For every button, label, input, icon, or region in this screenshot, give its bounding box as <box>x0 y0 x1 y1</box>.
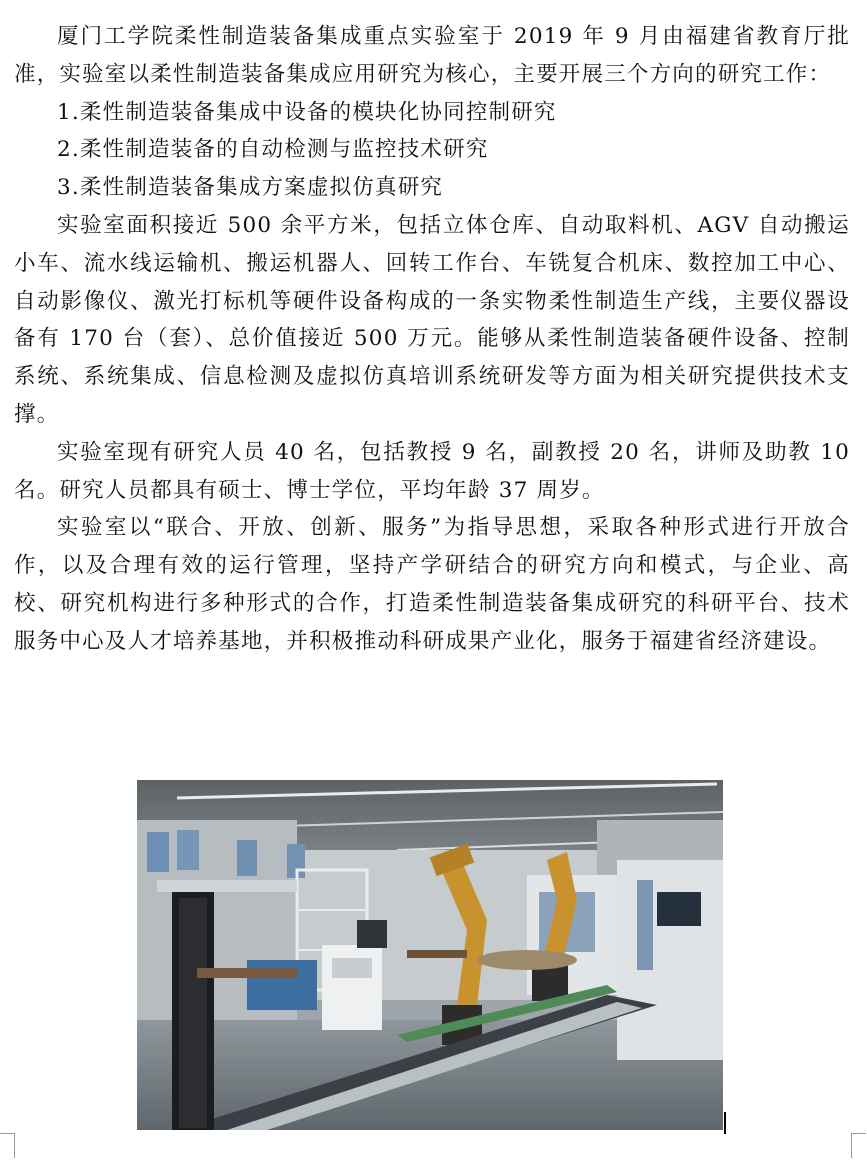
lab-photo <box>137 780 723 1130</box>
text-cursor <box>724 1112 726 1134</box>
document-body <box>14 18 850 661</box>
cooperation-paragraph: 实验室以“联合、开放、创新、服务”为指导思想，采取各种形式进行开放合作，以及合理有效的运行管理，坚持产学研结合的研究方向和模式，与企业、高校、研究机构进行多种形式的合作，打造柔性制造装备集成研究的科研平台、技术服务中心及人才培养基地，并积极推动科研成果产业化，服务于福建省经济建设。 <box>14 515 850 654</box>
intro-paragraph: 厦门工学院柔性制造装备集成重点实验室于 2019 年 9 月由福建省教育厅批准，实验室以柔性制造装备集成应用研究为核心，主要开展三个方向的研究工作： <box>14 24 850 87</box>
lab-photo-illustration <box>137 780 723 1130</box>
research-direction-3: 3.柔性制造装备集成方案虚拟仿真研究 <box>57 175 444 201</box>
page-corner-mark-left <box>0 1133 15 1158</box>
page-corner-mark-right <box>851 1133 866 1158</box>
staff-paragraph: 实验室现有研究人员 40 名，包括教授 9 名，副教授 20 名，讲师及助教 10 名。研究人员都具有硕士、博士学位，平均年龄 37 周岁。 <box>14 439 850 503</box>
research-direction-2: 2.柔性制造装备的自动检测与监控技术研究 <box>57 137 489 163</box>
research-direction-1: 1.柔性制造装备集成中设备的模块化协同控制研究 <box>57 99 557 125</box>
facilities-paragraph: 实验室面积接近 500 余平方米，包括立体仓库、自动取料机、AGV 自动搬运小车、流水线运输机、搬运机器人、回转工作台、车铣复合机床、数控加工中心、自动影像仪、激光打标机等硬件设备构成的一条实物柔性制造生产线，主要仪器设备有 170 台（套）、总价值接近 500 万元。能够从柔性制造装备硬件设备、控制系统、系统集成、信息检测及虚拟仿真培训系统研发等方面为相关研究提供技术支撑。 <box>14 212 850 427</box>
